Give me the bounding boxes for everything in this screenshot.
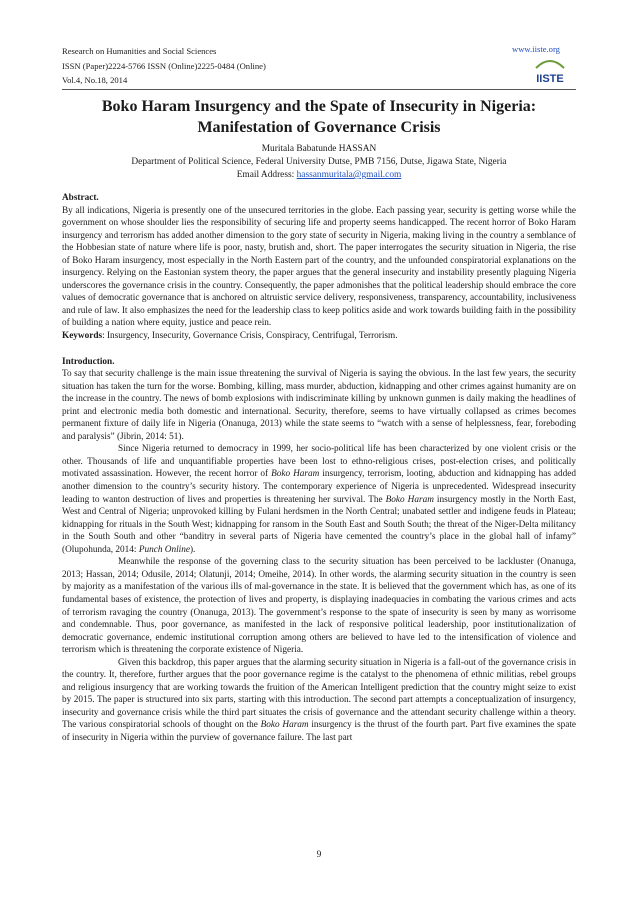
- title-line-2: Manifestation of Governance Crisis: [197, 119, 441, 136]
- keywords-label: Keywords: [62, 331, 103, 342]
- journal-website-link[interactable]: www.iiste.org: [512, 44, 560, 54]
- intro-paragraph-1: To say that security challenge is the main issue threatening the survival of Nigeria is saying the obvious. In the last few years, the security situation has taken the turn for the worse. Bombing, killing, mass murder, abduction, kidnapping and other crimes against humanity are on the increase in the country. The news of bomb explosions with indiscriminate killing by unknown gunmen is daily making the headlines of print and electronic media both domestic and international. Security, therefore, seems to have virtually collapsed as crimes becomes permanent fixture of daily life in Nigeria (Onanuga, 2013) while the state seems to “watch with a sense of helplessness, fear, foreboding and paralysis” (Jibrin, 2014: 51).: [62, 369, 576, 442]
- issn-line: ISSN (Paper)2224-5766 ISSN (Online)2225-0484 (Online): [62, 60, 266, 71]
- author-email-line: [62, 169, 576, 182]
- intro-paragraph-4: Given this backdrop, this paper argues that the alarming security situation in Nigeria is a fall-out of the governance crisis in the country. It, therefore, further argues that the poor governance regime is the catalyst to the phenomena of ethnic militias, rebel groups and religious insurgency that are working towards the fruition of the American Intelligent prediction that the country might seize to exist by 2015. The paper is structured into six parts, starting with this introduction. The second part attempts a conceptualization of insurgency, insecurity and governance crisis while the third part situates the crisis of governance and the attendant security challenge within a theory. The various conspiratorial schools of thought on the Boko Haram insurgency is the thrust of the fourth part. Part five examines the spate of insecurity in Nigeria within the purview of governance failure. The last part: [62, 657, 577, 743]
- volume-line: Vol.4, No.18, 2014: [62, 75, 128, 85]
- abstract-text: By all indications, Nigeria is presently one of the unsecured territories in the globe. Each passing year, security is getting worse while the government on whose shoulder lies the responsibility of securing life and property seems handicapped. The recent horror of Boko Haram insurgency and terrorism has added another dimension to the gory state of security in Nigeria, making living in the country a semblance of the Hobbesian state of nature where life is poor, nasty, brutish and, short. The paper interrogates the security situation in Nigeria, the rise of Boko Haram insurgency, most especially in the North Eastern part of the country, and the unfounded conspiratorial explanations on the insurgency. Relying on the Eastonian system theory, the paper argues that the general insecurity and instability presently plaguing Nigeria underscores the governance crisis in the country. Consequently, the paper admonishes that the political leadership should embrace the core values of democratic governance that is anchored on altruistic service delivery, responsiveness, transparency, accountability, inclusiveness and rule of law. It also emphasizes the need for the leadership class to keep politics aside and work towards building faith in the possibility of building a nation where equity, justice and peace rein.: [62, 205, 576, 329]
- svg-text:IISTE: IISTE: [536, 73, 564, 85]
- iiste-logo-icon: [530, 56, 570, 86]
- introduction-heading: Introduction.: [62, 356, 115, 367]
- header-rule: [62, 89, 576, 90]
- title-line-1: Boko Haram Insurgency and the Spate of Insecurity in Nigeria:: [101, 98, 537, 115]
- intro-paragraph-2: Since Nigeria returned to democracy in 1999, her socio-political life has been characterized by one violent crisis or the other. Thousands of life and unquantifiable properties have been lost to ethno-religious crises, post-election crises, and politically motivated assassination. However, the recent horror of Boko Haram insurgency, terrorism, looting, abduction and kidnapping has added another dimension to the country’s security history. The contemporary experience of Nigeria is unprecedented. Widespread insecurity leading to wanton destruction of lives and properties is threatening her survival. The Boko Haram insurgency mostly in the North East, West and Central of Nigeria; unprovoked killing by Fulani herdsmen in the North Central; unabated settler and indigene feuds in Plateau; kidnapping for rituals in the South West; kidnapping for ransom in the South East and South South; the threat of the Niger-Delta militancy in the South South and other “banditry in several parts of Nigeria have cemented the country’s place in the global hall of infamy” (Olupohunda, 2014: Punch Online).: [62, 444, 576, 555]
- paper-body: [62, 192, 576, 745]
- running-header: [62, 44, 266, 88]
- page-number: 9: [316, 850, 322, 860]
- email-link[interactable]: hassanmuritala@gmail.com: [296, 170, 402, 180]
- author-name: Muritala Babatunde HASSAN: [261, 144, 377, 154]
- author-affiliation: Department of Political Science, Federal University Dutse, PMB 7156, Dutse, Jigawa State, Nigeria: [131, 157, 507, 167]
- journal-name: Research on Humanities and Social Sciences: [62, 46, 217, 56]
- intro-paragraph-3: Meanwhile the response of the governing class to the security situation has been perceived to be lackluster (Onanuga, 2013; Hassan, 2014; Odusile, 2014; Olatunji, 2014; Omeihe, 2014). In other words, the alarming security situation in the country is seen by majority as a manifestation of the various ills of mal-governance in the state. It is believed that the government which has, as one of its fundamental bases of existence, the protection of lives and property, is displaying inadequacies in combating the various crimes and acts of terrorism ravaging the country (Onanuga, 2013). The government’s response to the spate of insecurity is seen by many as worrisome and condemnable. Thus, poor governance, as manifested in the lack of responsive political leadership, poor institutionalization of democratic governance, endemic institutional corruption among others are believed to have led to the intensification of violence and terrorism which is threatening the corporate existence of Nigeria.: [62, 557, 576, 656]
- email-label: Email Address:: [236, 170, 297, 180]
- abstract-heading: Abstract.: [62, 193, 99, 203]
- keywords-list: : Insurgency, Insecurity, Governance Crisis, Conspiracy, Centrifugal, Terrorism.: [102, 331, 398, 342]
- keywords-line: [62, 330, 576, 343]
- author-block: [62, 143, 576, 182]
- paper-title: [62, 96, 576, 138]
